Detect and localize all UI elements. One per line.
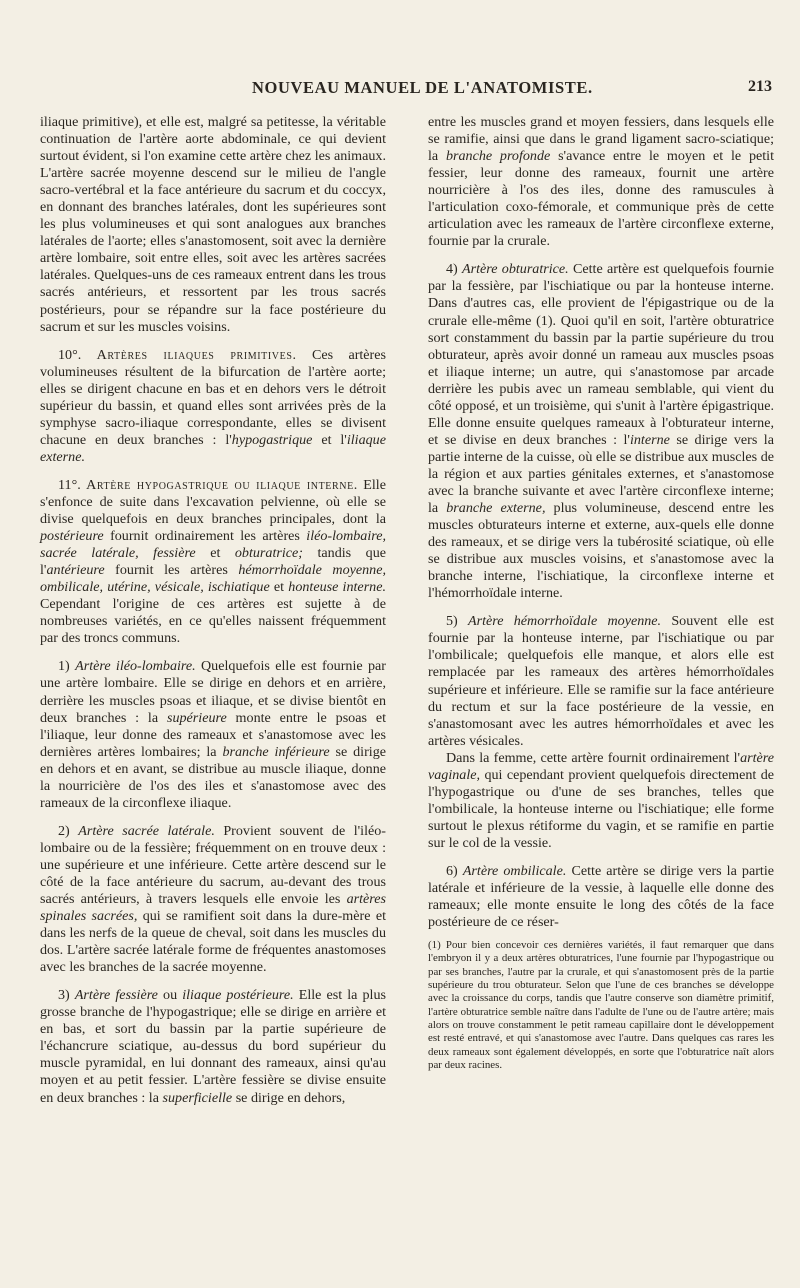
artery-title: Artère hémorrhoïdale moyenne. <box>467 613 662 630</box>
section-10-iliaques-primitives: 10°. Artères iliaques primitives. Ces artères volumineuses résultent de la bifurcation de l'artère aorte; elles se dirigent chacune en bas et en dehors vers le détroit supérieur du bassin, et quand elles sont arrivées près de la symphyse sacro-iliaque correspondante, elles se divisent chacune en deux branches : l'hypogastrique et l'iliaque externe. <box>40 346 386 465</box>
section-number: 10°. <box>58 346 82 363</box>
running-title: NOUVEAU MANUEL DE L'ANATOMISTE. <box>252 78 593 97</box>
artery-3-fessiere: 3) Artère fessière ou iliaque postérieure. Elle est la plus grosse branche de l'hypogastrique; elle se dirige en arrière et en bas, et sort du bassin par la partie supérieure de l'échancrure sciatique, au-dessus du bord supérieur du muscle pyramidal, en lui donnant des rameaux, ainsi qu'au moyen et au petit fessier. L'artère fessière se divise ensuite en deux branches : la superficielle se dirige en dehors, <box>40 987 386 1106</box>
artery-2-sacree-laterale: 2) Artère sacrée latérale. Provient souvent de l'iléo-lombaire ou de la fessière; fréquemment on en trouve deux : une supérieure et une inférieure. Cette artère descend sur le côté de la face antérieure du sacrum, au-devant des trous sacrés antérieurs, à travers lesquels elle envoie les artères spinales sacrées, qui se ramifient soit dans la dure-mère et dans les nerfs de la queue de cheval, soit dans les muscles du dos. L'artère sacrée latérale forme de fréquentes anastomoses avec les branches de la sacrée moyenne. <box>40 822 386 976</box>
artery-5-hemorrhoidale-moyenne: 5) Artère hémorrhoïdale moyenne. Souvent elle est fournie par la honteuse interne, par l'ischiatique ou par l'ombilicale; quelquefois elle manque, et alors elle est remplacée par les rameaux des artères hémorrhoïdales supérieure et inférieure. Elle se ramifie sur la face antérieure du rectum et sur la face postérieure de la vessie, en s'anastomosant avec les autres hémorrhoïdales et avec les artères vésicales. <box>428 613 774 749</box>
artery-title: Artère obturatrice. <box>462 261 569 278</box>
artery-title: Artère sacrée latérale. <box>78 822 215 839</box>
page-number: 213 <box>748 78 772 95</box>
paragraph-artere-vaginale: Dans la femme, cette artère fournit ordinairement l'artère vaginale, qui cependant provient quelquefois directement de l'hypogastrique ou d'une de ses branches, telles que l'ombilicale, la honteuse interne ou l'ischiatique; elle forme surtout le plexus rétiforme du vagin, et se ramifie en partie sur le col de la vessie. <box>428 749 774 851</box>
right-column <box>428 114 774 1072</box>
artery-title: Artère iléo-lombaire. <box>75 658 196 675</box>
artery-title: Artère ombilicale. <box>462 862 567 879</box>
artery-1-ileo-lombaire: 1) Artère iléo-lombaire. Quelquefois elle est fournie par une artère lombaire. Elle se dirige en dehors et en arrière, derrière les muscles psoas et iliaque, et se divise bientôt en deux branches : la supérieure monte entre le psoas et l'iliaque, leur donne des rameaux et s'anastomose avec les dernières artères lombaires; la branche inférieure se dirige en dehors et en avant, se distribue au muscle iliaque, donne la nourricière de l'os des iles et s'anastomose avec des rameaux de la circonflexe iliaque. <box>40 658 386 811</box>
artery-4-obturatrice: 4) Artère obturatrice. Cette artère est quelquefois fournie par la fessière, par l'ischiatique ou par la honteuse interne. Dans d'autres cas, elle provient de l'épigastrique ou de la crurale elle-même (1). Quoi qu'il en soit, l'artère obturatrice sort constamment du bassin par la partie supérieure du trou obturateur, après avoir donné un rameau aux muscles psoas et iliaque interne; un autre, qui s'anastomose par arcade derrière les pubis avec un rameau semblable, qui vient du côté opposé, et un troisième, qui s'unit à l'artère épigastrique. Elle donne ensuite quelques rameaux à l'obturateur interne, et se divise en deux branches : l'interne se dirige vers la partie interne de la cuisse, où elle se distribue aux muscles de la région et aux parties génitales externes, et s'anastomose avec la branche suivante et avec l'artère circonflexe interne; la branche externe, plus volumineuse, descend entre les muscles obturateurs interne et externe, aux-quels elle donne des rameaux, et se dirige vers la tubérosité sciatique, où elle se distribue aux muscles voisins, et s'anastomose avec la branche interne, l'ischiatique, la circonflexe interne et l'hémorrhoïdale interne. <box>428 261 774 602</box>
page-header <box>40 78 772 104</box>
section-11-hypogastrique: 11°. Artère hypogastrique ou iliaque interne. Elle s'enfonce de suite dans l'excavation pelvienne, où elle se divise quelquefois en deux branches principales, dont la postérieure fournit ordinairement les artères iléo-lombaire, sacrée latérale, fessière et obturatrice; tandis que l'antérieure fournit les artères hémorrhoïdale moyenne, ombilicale, utérine, vésicale, ischiatique et honteuse interne. Cependant l'origine de ces artères est sujette à de nombreuses variétés, en ce qu'elles naissent fréquemment par des troncs communs. <box>40 476 387 647</box>
left-column <box>40 114 386 1107</box>
paragraph-fessiere-continued: entre les muscles grand et moyen fessiers, dans lesquels elle se ramifie, ainsi que dans le grand ligament sacro-sciatique; la branche profonde s'avance entre le moyen et le petit fessier, leur donne des rameaux, fournit une artère nourricière à l'os des iles, donne des ramuscules à l'articulation coxo-fémorale, et communique près de cette articulation avec les rameaux de l'artère circonflexe externe, fournie par la crurale. <box>428 114 774 250</box>
footnote: (1) Pour bien concevoir ces dernières variétés, il faut remarquer que dans l'embryon il y a deux artères obturatrices, l'une fournie par l'hypogastrique ou par ses branches, l'autre par la crurale, et qui s'anastomosent près de la partie supérieure du trou obturateur. Selon que l'une de ces branches se développe avec la croissance du corps, tandis que l'autre conserve son diamètre primitif, l'artère obturatrice semble naître dans l'adulte de l'une ou de l'autre artère; mais alors on trouve constamment le petit rameau capillaire dont le développement est resté entravé, et qui s'anastomose avec l'autre. Dans quelques cas rares les deux rameaux sont également développés, en sorte que l'obturatrice naît alors par deux racines. <box>428 939 774 1071</box>
artery-6-ombilicale: 6) Artère ombilicale. Cette artère se dirige vers la partie latérale et inférieure de la vessie, à laquelle elle donne des rameaux; elle monte ensuite le long des côtés de la face postérieure de ce réser- <box>428 862 775 931</box>
section-heading: Artère hypogastrique ou iliaque interne. <box>86 476 358 493</box>
section-heading: Artères iliaques primitives. <box>96 346 297 363</box>
paragraph-sacree-moyenne: iliaque primitive), et elle est, malgré sa petitesse, la véritable continuation de l'artère aorte abdominale, ce qui devient surtout évident, si l'on examine cette artère chez les animaux. L'artère sacrée moyenne descend sur le milieu de l'angle sacro-vertébral et la face antérieure du sacrum et du coccyx, en donnant des branches latérales, dont les supérieures sont les plus volumineuses et qui sont analogues aux branches latérales de l'aorte; elles s'anastomosent, soit avec la dernière artère lombaire, soit entre elles, soit avec les artères sacrées latérales. Quelques-uns de ces rameaux entrent dans les trous sacrés antérieurs, et ressortent par les trous sacrés postérieurs, pour se répandre sur la face postérieure du sacrum et sur les muscles voisins. <box>40 114 386 335</box>
section-number: 11°. <box>58 476 81 493</box>
artery-title: Artère fessière <box>74 987 158 1004</box>
